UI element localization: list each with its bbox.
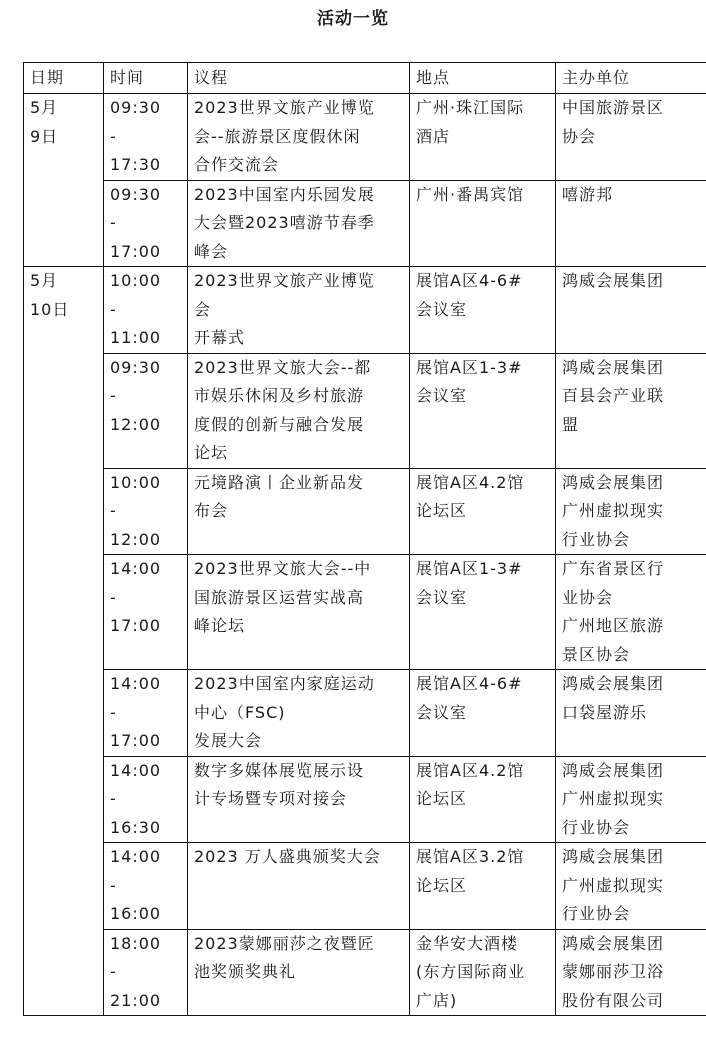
agenda-cell-line: 池奖颁奖典礼	[194, 962, 297, 981]
organizer-cell-line: 行业协会	[562, 817, 631, 837]
agenda-cell-line: 市娱乐休闲及乡村旅游	[194, 386, 365, 405]
header-date: 日期	[24, 63, 104, 94]
organizer-cell-line: 广东省景区行	[562, 559, 665, 578]
venue-cell-line: 论坛区	[416, 501, 468, 520]
venue-cell	[410, 180, 556, 267]
time-cell-line: 14:00	[110, 559, 162, 578]
venue-cell-line: 会议室	[416, 386, 468, 405]
venue-cell	[410, 670, 556, 757]
time-cell-line: 14:00	[110, 760, 162, 780]
time-cell-line: 17:00	[110, 241, 162, 261]
agenda-cell-line: 度假的创新与融合发展	[194, 414, 365, 434]
organizer-cell	[556, 267, 706, 354]
table-row	[24, 756, 706, 843]
time-cell-line: 17:00	[110, 731, 162, 750]
time-cell-line: -	[110, 587, 117, 607]
venue-cell	[410, 843, 556, 930]
organizer-cell	[556, 555, 706, 670]
organizer-cell-line: 股份有限公司	[562, 990, 665, 1010]
time-cell-line: 16:00	[110, 904, 162, 923]
table-row	[24, 353, 706, 468]
date-cell-line: 10日	[30, 299, 70, 319]
agenda-cell	[188, 555, 410, 670]
agenda-cell	[188, 756, 410, 843]
time-cell-line: 11:00	[110, 328, 162, 347]
time-cell	[104, 555, 188, 670]
agenda-cell	[188, 929, 410, 1016]
organizer-cell-line: 广州虚拟现实	[562, 789, 665, 808]
venue-cell-line: 展馆A区4-6#	[416, 271, 523, 290]
organizer-cell	[556, 756, 706, 843]
organizer-cell-line: 鸿威会展集团	[562, 357, 665, 377]
time-cell-line: -	[110, 501, 117, 520]
venue-cell-line: 论坛区	[416, 875, 468, 895]
time-cell-line: -	[110, 299, 117, 319]
agenda-cell-line: 峰会	[194, 241, 229, 261]
venue-cell	[410, 555, 556, 670]
table-row	[24, 929, 706, 1016]
agenda-cell-line: 发展大会	[194, 731, 263, 750]
agenda-cell	[188, 267, 410, 354]
table-row	[24, 670, 706, 757]
time-cell-line: -	[110, 789, 117, 808]
organizer-cell-line: 行业协会	[562, 529, 631, 549]
venue-cell-line: 展馆A区4.2馆	[416, 472, 525, 492]
agenda-cell-line: 中心（FSC)	[194, 702, 286, 722]
time-cell	[104, 353, 188, 468]
organizer-cell	[556, 670, 706, 757]
agenda-cell-line: 2023中国室内家庭运动	[194, 674, 375, 693]
agenda-cell	[188, 180, 410, 267]
venue-cell-line: 酒店	[416, 126, 451, 146]
agenda-cell-line: 2023世界文旅产业博览	[194, 271, 375, 290]
time-cell-line: 10:00	[110, 271, 162, 290]
time-cell	[104, 94, 188, 181]
time-cell-line: 17:30	[110, 155, 162, 174]
time-cell	[104, 180, 188, 267]
organizer-cell	[556, 94, 706, 181]
time-cell-line: 14:00	[110, 674, 162, 693]
organizer-cell	[556, 929, 706, 1016]
time-cell-line: 18:00	[110, 933, 162, 953]
organizer-cell-line: 广州地区旅游	[562, 616, 665, 635]
agenda-cell-line: 论坛	[194, 443, 229, 462]
time-cell-line: -	[110, 962, 117, 981]
time-cell-line: 09:30	[110, 98, 162, 117]
agenda-cell-line: 2023 万人盛典颁奖大会	[194, 847, 381, 866]
venue-cell	[410, 929, 556, 1016]
organizer-cell	[556, 180, 706, 267]
time-cell-line: 10:00	[110, 472, 162, 492]
organizer-cell	[556, 843, 706, 930]
header-agenda: 议程	[188, 63, 410, 94]
agenda-cell-line: 2023世界文旅大会--都	[194, 357, 372, 377]
agenda-cell-line: 元境路演丨企业新品发	[194, 472, 365, 492]
table-row	[24, 468, 706, 555]
organizer-cell-line: 鸿威会展集团	[562, 271, 665, 290]
organizer-cell-line: 鸿威会展集团	[562, 674, 665, 693]
date-cell-line: 5月	[30, 271, 59, 290]
agenda-cell-line: 2023世界文旅大会--中	[194, 559, 372, 578]
time-cell	[104, 929, 188, 1016]
venue-cell-line: 会议室	[416, 702, 468, 722]
agenda-cell-line: 2023中国室内乐园发展	[194, 184, 375, 204]
agenda-cell-line: 数字多媒体展览展示设	[194, 760, 365, 780]
time-cell-line: 21:00	[110, 990, 162, 1010]
header-time: 时间	[104, 63, 188, 94]
time-cell-line: -	[110, 213, 117, 232]
organizer-cell-line: 百县会产业联	[562, 386, 665, 405]
agenda-cell	[188, 468, 410, 555]
time-cell-line: 12:00	[110, 414, 162, 434]
date-cell-line: 5月	[30, 98, 59, 117]
time-cell-line: 16:30	[110, 817, 162, 837]
organizer-cell-line: 业协会	[562, 587, 614, 607]
organizer-cell	[556, 353, 706, 468]
venue-cell	[410, 353, 556, 468]
date-cell	[24, 94, 104, 267]
agenda-cell-line: 会--旅游景区度假休闲	[194, 126, 361, 146]
time-cell	[104, 843, 188, 930]
page-title: 活动一览	[317, 9, 389, 29]
organizer-cell	[556, 468, 706, 555]
organizer-cell-line: 口袋屋游乐	[562, 702, 648, 722]
time-cell	[104, 468, 188, 555]
organizer-cell-line: 嘻游邦	[562, 184, 614, 204]
time-cell-line: 12:00	[110, 529, 162, 549]
agenda-cell-line: 峰论坛	[194, 616, 246, 635]
organizer-cell-line: 鸿威会展集团	[562, 847, 665, 866]
agenda-cell	[188, 353, 410, 468]
time-cell	[104, 670, 188, 757]
venue-cell-line: 广店)	[416, 990, 458, 1010]
agenda-cell-line: 开幕式	[194, 328, 246, 347]
agenda-cell-line: 合作交流会	[194, 155, 280, 174]
organizer-cell-line: 广州虚拟现实	[562, 501, 665, 520]
venue-cell-line: 会议室	[416, 299, 468, 319]
organizer-cell-line: 鸿威会展集团	[562, 933, 665, 953]
time-cell-line: -	[110, 386, 117, 405]
venue-cell-line: 广州·珠江国际	[416, 98, 525, 117]
time-cell	[104, 756, 188, 843]
venue-cell-line: 展馆A区1-3#	[416, 559, 523, 578]
table-row	[24, 94, 706, 181]
organizer-cell-line: 广州虚拟现实	[562, 875, 665, 895]
agenda-cell	[188, 843, 410, 930]
time-cell-line: 14:00	[110, 847, 162, 866]
venue-cell-line: 展馆A区4-6#	[416, 674, 523, 693]
time-cell-line: 09:30	[110, 184, 162, 204]
organizer-cell-line: 协会	[562, 126, 597, 146]
agenda-cell-line: 大会暨2023嘻游节春季	[194, 213, 375, 232]
organizer-cell-line: 盟	[562, 414, 580, 434]
table-row	[24, 843, 706, 930]
schedule-table	[23, 62, 706, 1016]
venue-cell	[410, 756, 556, 843]
agenda-cell-line: 2023世界文旅产业博览	[194, 98, 375, 117]
time-cell-line: -	[110, 702, 117, 722]
organizer-cell-line: 蒙娜丽莎卫浴	[562, 962, 665, 981]
organizer-cell-line: 中国旅游景区	[562, 98, 665, 117]
venue-cell-line: 展馆A区4.2馆	[416, 760, 525, 780]
header-organizer: 主办单位	[556, 63, 706, 94]
venue-cell-line: (东方国际商业	[416, 962, 526, 981]
time-cell-line: 09:30	[110, 357, 162, 377]
organizer-cell-line: 景区协会	[562, 644, 631, 664]
time-cell-line: -	[110, 875, 117, 895]
table-row	[24, 267, 706, 354]
venue-cell	[410, 267, 556, 354]
agenda-cell-line: 计专场暨专项对接会	[194, 789, 348, 808]
organizer-cell-line: 鸿威会展集团	[562, 472, 665, 492]
agenda-cell	[188, 670, 410, 757]
agenda-cell	[188, 94, 410, 181]
venue-cell-line: 金华安大酒楼	[416, 933, 519, 953]
venue-cell-line: 会议室	[416, 587, 468, 607]
venue-cell	[410, 468, 556, 555]
time-cell-line: 17:00	[110, 616, 162, 635]
venue-cell-line: 展馆A区3.2馆	[416, 847, 525, 866]
table-row	[24, 555, 706, 670]
date-cell-line: 9日	[30, 126, 59, 146]
table-row	[24, 180, 706, 267]
organizer-cell-line: 鸿威会展集团	[562, 760, 665, 780]
agenda-cell-line: 国旅游景区运营实战高	[194, 587, 365, 607]
organizer-cell-line: 行业协会	[562, 904, 631, 923]
header-row	[24, 63, 706, 94]
time-cell-line: -	[110, 126, 117, 146]
agenda-cell-line: 布会	[194, 501, 229, 520]
agenda-cell-line: 会	[194, 299, 212, 319]
time-cell	[104, 267, 188, 354]
date-cell	[24, 267, 104, 1016]
venue-cell-line: 展馆A区1-3#	[416, 357, 523, 377]
venue-cell-line: 论坛区	[416, 789, 468, 808]
venue-cell-line: 广州·番禺宾馆	[416, 184, 525, 204]
header-venue: 地点	[410, 63, 556, 94]
venue-cell	[410, 94, 556, 181]
agenda-cell-line: 2023蒙娜丽莎之夜暨匠	[194, 933, 375, 953]
